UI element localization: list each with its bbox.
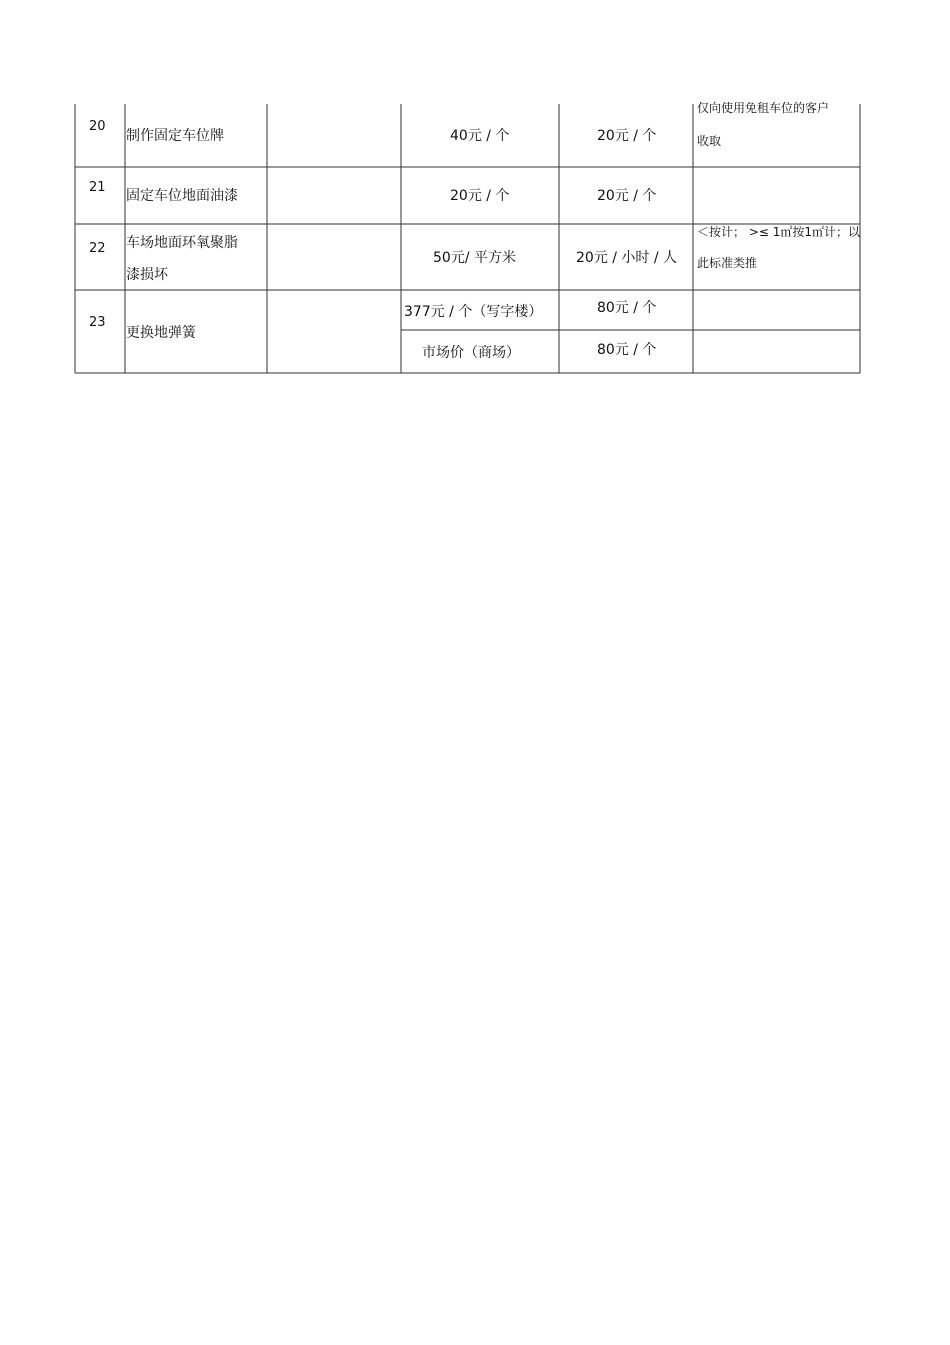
price-cell-office: 377元 / 个（写字楼） — [404, 304, 543, 320]
price-cell-mall: 市场价（商场） — [422, 345, 520, 361]
row-number: 20 — [89, 119, 106, 134]
row-number: 23 — [89, 315, 106, 330]
item-name: 制作固定车位牌 — [126, 128, 224, 144]
item-name-line-1: 车场地面环氧聚脂 — [126, 235, 238, 251]
item-name: 更换地弹簧 — [126, 325, 196, 341]
row-number: 22 — [89, 241, 106, 256]
note-line-1: ＜按计； >≤ 1㎡按1㎡计；以 — [697, 225, 861, 239]
price-cell: 40元 / 个 — [450, 128, 510, 144]
note-line-1: 仅向使用免租车位的客户 — [697, 101, 830, 115]
price-cell: 50元/ 平方米 — [433, 250, 516, 266]
labor-cell: 20元 / 小时 / 人 — [576, 250, 678, 266]
row-number: 21 — [89, 180, 106, 195]
item-name-line-2: 漆损坏 — [126, 267, 168, 283]
item-name: 固定车位地面油漆 — [126, 188, 238, 204]
labor-cell: 20元 / 个 — [597, 128, 657, 144]
labor-cell-mall: 80元 / 个 — [597, 342, 657, 358]
note-line-2: 收取 — [697, 134, 722, 148]
labor-cell-office: 80元 / 个 — [597, 300, 657, 316]
labor-cell: 20元 / 个 — [597, 188, 657, 204]
price-cell: 20元 / 个 — [450, 188, 510, 204]
note-line-2: 此标准类推 — [697, 256, 758, 270]
